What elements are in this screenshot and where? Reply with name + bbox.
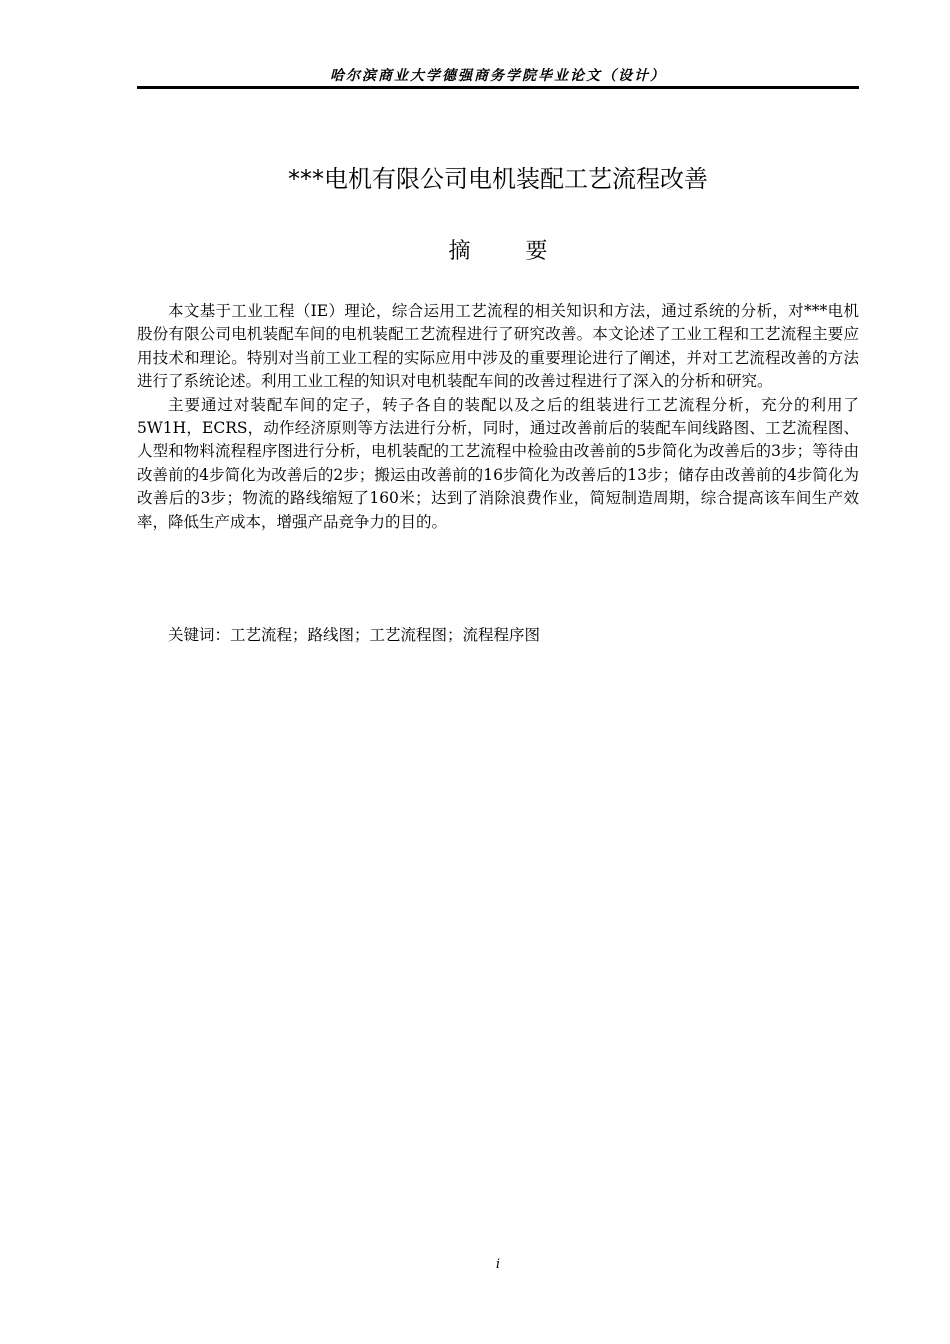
page-number: i	[495, 1257, 501, 1272]
running-header: 哈尔滨商业大学德强商务学院毕业论文（设计）	[330, 68, 666, 84]
header-divider	[137, 86, 859, 89]
abstract-paragraph: 本文基于工业工程（IE）理论，综合运用工艺流程的相关知识和方法，通过系统的分析，对***电机股份有限公司电机装配车间的电机装配工艺流程进行了研究改善。本文论述了工业工程和工艺流程主要应用技术和理论。特别对当前工业工程的实际应用中涉及的重要理论进行了阐述，并对工艺流程改善的方法进行了系统论述。利用工业工程的知识对电机装配车间的改善过程进行了深入的分析和研究。	[137, 302, 859, 391]
document-title: ***电机有限公司电机装配工艺流程改善	[288, 165, 708, 193]
abstract-heading: 摘 要	[448, 239, 548, 264]
abstract-paragraph: 主要通过对装配车间的定子，转子各自的装配以及之后的组装进行工艺流程分析，充分的利用了5W1H，ECRS，动作经济原则等方法进行分析，同时，通过改善前后的装配车间线路图、工艺流程图、人型和物料流程程序图进行分析，电机装配的工艺流程中检验由改善前的5步简化为改善后的3步；等待由改善前的4步简化为改善后的2步；搬运由改善前的16步简化为改善后的13步；储存由改善前的4步简化为改善后的3步；物流的路线缩短了160米；达到了消除浪费作业，简短制造周期，综合提高该车间生产效率，降低生产成本，增强产品竞争力的目的。	[137, 395, 859, 531]
keywords-line: 关键词：工艺流程；路线图；工艺流程图；流程程序图	[168, 626, 541, 644]
abstract-body	[137, 300, 859, 534]
